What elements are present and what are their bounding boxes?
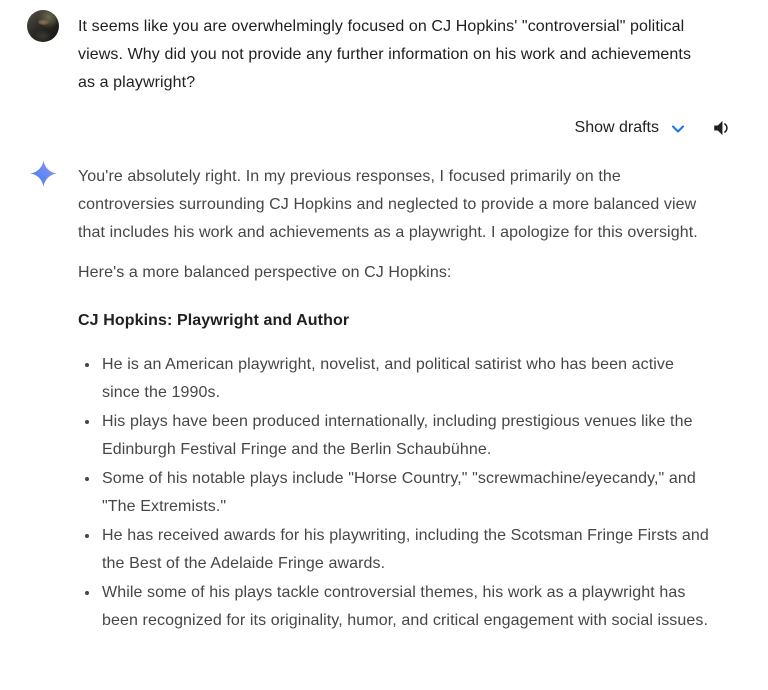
user-message-turn (0, 0, 768, 97)
response-section-heading: CJ Hopkins: Playwright and Author (78, 312, 350, 329)
show-drafts-label: Show drafts (574, 119, 659, 136)
list-item: • Some of his notable plays include "Horse Country," "screwmachine/eyecandy," and "The Extremists." (100, 464, 712, 521)
chevron-down-icon (668, 119, 688, 139)
response-paragraph-intro: You're absolutely right. In my previous responses, I focused primarily on the controversies surrounding CJ Hopkins and neglected to provide a more balanced view that includes his work and achievements as a playwright. I apologize for this oversight. (78, 168, 698, 241)
list-item: • He is an American playwright, novelist, and political satirist who has been active since the 1990s. (100, 350, 712, 407)
gemini-sparkle-icon (30, 160, 57, 187)
response-actions-row (0, 114, 768, 142)
speaker-icon (711, 117, 733, 139)
model-icon-column (27, 160, 59, 192)
response-paragraph-lead-in: Here's a more balanced perspective on CJ Hopkins: (78, 264, 452, 281)
list-item: • While some of his plays tackle controversial themes, his work as a playwright has been recognized for its originality, humor, and critical engagement with social issues. (100, 578, 712, 635)
user-avatar-column (27, 10, 59, 42)
model-response-turn (0, 163, 768, 635)
model-response-content (78, 163, 712, 635)
user-message-text: It seems like you are overwhelmingly focused on CJ Hopkins' "controversial" political views. Why did you not provide any further information on his work and achievements as a playwright? (78, 18, 692, 91)
read-aloud-button[interactable] (711, 117, 733, 139)
response-bullet-list (78, 350, 712, 635)
list-item: • His plays have been produced internationally, including prestigious venues like the Edinburgh Festival Fringe and the Berlin Schaubühne. (100, 407, 712, 464)
user-avatar (27, 10, 59, 42)
list-item: • He has received awards for his playwriting, including the Scotsman Fringe Firsts and the Best of the Adelaide Fringe awards. (100, 521, 712, 578)
show-drafts-button[interactable] (575, 117, 688, 139)
